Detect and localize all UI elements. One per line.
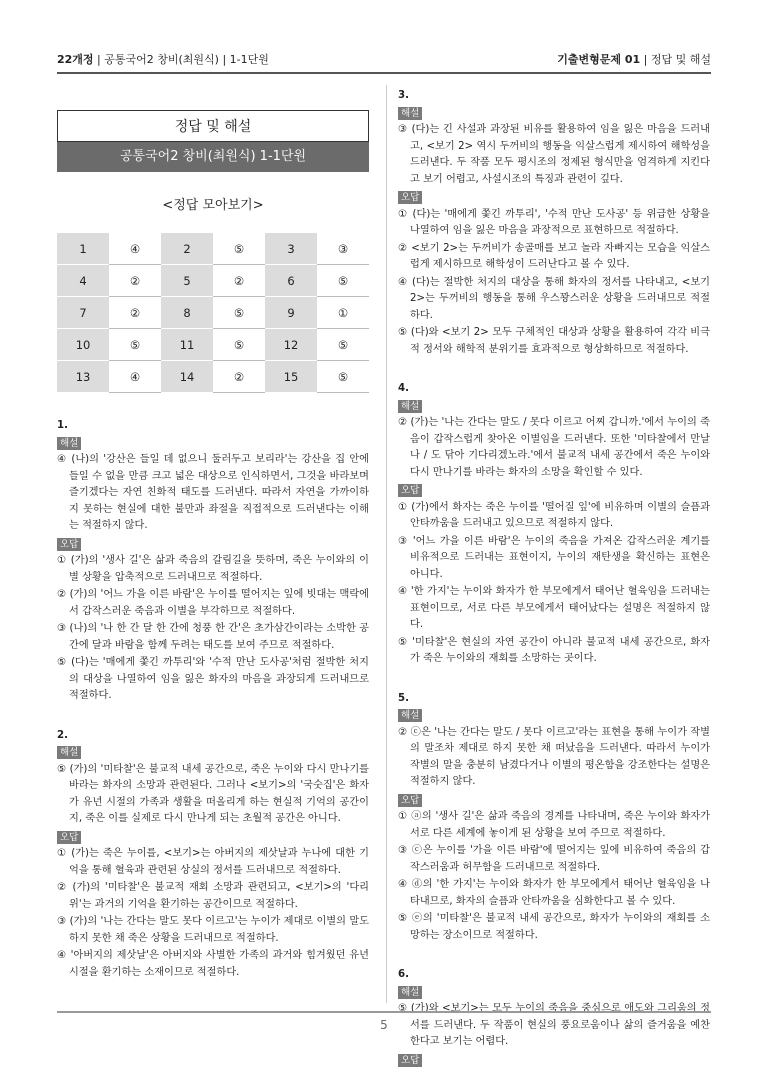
question-number-cell: 6 [265,265,317,297]
question-1-number: 1. [57,420,68,431]
footer-rule [57,1011,711,1013]
column-divider [386,85,387,1003]
wrong-tag: 오답 [398,1054,422,1067]
wrong-tag: 오답 [398,484,422,497]
q3-wrong-4: ④ (다)는 절박한 처지의 대상을 통해 화자의 정서를 나타내고, <보기 2>는 두꺼비의 행동을 통해 우스꽝스러운 상황을 드러내므로 적절하다. [398,276,710,321]
question-number-cell: 10 [57,329,109,361]
question-number-cell: 5 [161,265,213,297]
q1-wrong-2: ② (가)의 '어느 가을 이른 바람'은 누이를 떨어지는 잎에 빗대는 맥락에서 갑작스러운 죽음과 이별을 부각하므로 적절하다. [57,589,369,617]
left-column [57,418,369,982]
header-section: | 정답 및 해설 [640,53,711,66]
question-number-cell: 9 [265,297,317,329]
q2-wrong-2: ② (가)의 '미타찰'은 불교적 재회 소망과 관련되고, <보기>의 '다리 위'는 과거의 기억을 환기하는 공간이므로 적절하다. [57,882,369,910]
question-5-number: 5. [398,692,409,704]
q5-wrong-5: ⑤ ⓔ의 '미타찰'은 불교적 내세 공간으로, 화자가 누이와의 재회를 소망하는 장소이므로 적절하다. [398,913,710,941]
answer-choice-cell: ② [213,265,265,297]
wrong-tag: 오답 [398,794,422,807]
answer-table [57,233,369,393]
answer-choice-cell: ① [317,297,369,329]
question-number-cell: 14 [161,361,213,393]
page-number: 5 [380,1018,388,1032]
answer-row [57,329,369,361]
header-rule [57,72,711,74]
q1-wrong-3: ③ (나)의 '나 한 간 달 한 간에 청풍 한 간'은 초가삼간이라는 소박한 공간에 달과 바람을 함께 두려는 태도를 보여 주므로 적절하다. [57,623,369,651]
answer-choice-cell: ⑤ [317,361,369,393]
q5-wrong-1: ① ⓐ의 '생사 길'은 삶과 죽음의 경계를 나타내며, 죽은 누이와 화자가 서로 다른 세계에 놓이게 된 상황을 보여 주므로 적절하다. [398,811,710,839]
q2-wrong-3: ③ (가)의 '나는 간다는 말도 못다 이르고'는 누이가 제대로 이별의 말도 하지 못한 채 죽은 상황을 드러내므로 적절하다. [57,916,369,944]
q4-wrong-1: ① (가)에서 화자는 죽은 누이를 '떨어질 잎'에 비유하며 이별의 슬픔과 안타까움을 드러내고 있으므로 적절하지 않다. [398,501,710,529]
answer-choice-cell: ⑤ [317,265,369,297]
question-number-cell: 3 [265,233,317,265]
answer-choice-cell: ⑤ [109,329,161,361]
q4-wrong-4: ④ '한 가지'는 누이와 화자가 한 부모에게서 태어난 혈육임을 드러내는 표현이므로, 서로 다른 부모에게서 태어났다는 설명은 적절하지 않다. [398,586,710,630]
answer-choice-cell: ② [213,361,265,393]
question-number-cell: 8 [161,297,213,329]
answer-choice-cell: ⑤ [213,329,265,361]
header-left [57,51,269,67]
q1-wrong-5: ⑤ (다)는 '매에게 쫓긴 까투리'와 '수적 만난 도사공'처럼 절박한 처지의 대상을 나열하여 임을 잃은 화자의 마음을 과장되게 드러내므로 적절하다. [57,657,369,701]
header-series: 기출변형문제 01 [557,53,641,66]
q4-wrong-5: ⑤ '미타찰'은 현실의 자연 공간이 아니라 불교적 내세 공간으로, 화자가 죽은 누이와의 재회를 소망하는 곳이다. [398,636,710,664]
q4-wrong-3: ③ '어느 가을 이른 바람'은 누이의 죽음을 가져온 갑작스러운 계기를 비유적으로 드러내는 표현이지, 누이의 재탄생을 확신하는 표현은 아니다. [398,535,710,580]
answer-summary-heading: <정답 모아보기> [162,198,264,213]
q6-explanation: ⑤ (가)와 <보기>는 모두 누이의 죽음을 중심으로 애도와 그리움의 정서를 드러낸다. 두 작품이 현실의 풍요로움이나 삶의 즐거움을 예찬한다고 보기는 어렵다. [398,1003,710,1047]
answer-choice-cell: ② [109,297,161,329]
question-number-cell: 12 [265,329,317,361]
answer-choice-cell: ⑤ [213,233,265,265]
answer-choice-cell: ⑤ [317,329,369,361]
header-grade: 22개정 [57,53,94,66]
question-4-number: 4. [398,383,409,394]
answer-row [57,265,369,297]
explain-tag: 해설 [398,986,422,999]
explain-tag: 해설 [398,107,422,120]
q1-explanation: ④ (나)의 '강산은 들일 데 없으니 둘러두고 보리라'는 강산을 집 안에 들일 수 없을 만큼 크고 넓은 대상으로 인식하면서, 그것을 바라보며 즐기겠다는 자연 친화적 태도를 드러낸다. 따라서 자연을 가까이하지 못하는 현실에 대한 불만과 좌절을 직접적으로 드러낸다는 이해는 적절하지 않다. [57,454,369,531]
wrong-tag: 오답 [57,538,81,551]
q5-wrong-4: ④ ⓓ의 '한 가지'는 누이와 화자가 한 부모에게서 태어난 혈육임을 나타내므로, 화자의 슬픔과 안타까움을 심화한다고 볼 수 있다. [398,879,710,907]
q4-explanation: ② (가)는 '나는 간다는 말도 / 못다 이르고 어찌 갑니까.'에서 누이의 죽음이 갑작스럽게 찾아온 이별임을 드러낸다. 또한 '미타찰에서 만날 나 / 도 닦아 기다리겠노라.'에서 불교적 내세 공간에서 죽은 누이와 다시 만나기를 바라는 화자의 소망을 확인할 수 있다. [398,417,710,478]
question-number-cell: 15 [265,361,317,393]
header-course: | 공통국어2 창비(최원식) | 1-1단원 [93,53,269,66]
question-number-cell: 4 [57,265,109,297]
header-right [557,51,711,67]
q3-explanation: ③ (다)는 긴 사설과 과장된 비유를 활용하여 임을 잃은 마음을 드러내고, <보기 2> 역시 두꺼비의 행동을 익살스럽게 제시하여 해학성을 드러낸다. 두 작품 모두 평시조의 정제된 형식만을 엄격하게 지킨다고 보기 어렵고, 사설시조의 특징과 관련이 깊다. [398,124,710,185]
question-3-number: 3. [398,90,409,101]
explain-tag: 해설 [398,400,422,413]
q1-wrong-1: ① (가)의 '생사 길'은 삶과 죽음의 갈림길을 뜻하며, 죽은 누이와의 이별 상황을 압축적으로 드러내므로 적절하다. [57,555,369,583]
explain-tag: 해설 [57,437,81,450]
q3-wrong-2: ② <보기 2>는 두꺼비가 송골매를 보고 놀라 자빠지는 모습을 익살스럽게 제시하므로 해학성이 드러난다고 볼 수 있다. [398,242,710,270]
answer-choice-cell: ③ [317,233,369,265]
q3-wrong-5: ⑤ (다)와 <보기 2> 모두 구체적인 대상과 상황을 활용하여 각각 비극적 정서와 해학적 분위기를 효과적으로 형상화하므로 적절하다. [398,327,710,355]
q5-explanation: ② ⓒ은 '나는 간다는 말도 / 못다 이르고'라는 표현을 통해 누이가 작별의 말조차 제대로 하지 못한 채 떠났음을 드러낸다. 따라서 누이가 작별의 말을 충분히 남겼다거나 이별의 평온함을 강조한다는 설명은 적절하지 않다. [398,726,710,787]
wrong-tag: 오답 [398,191,422,204]
answer-row [57,297,369,329]
q2-explanation: ⑤ (가)의 '미타찰'은 불교적 내세 공간으로, 죽은 누이와 다시 만나기를 바라는 화자의 소망과 관련된다. 그러나 <보기>의 '국숫집'은 화자가 유년 시절의 가족과 생활을 떠올리게 하는 현실적 기억의 공간이지, 죽은 이를 실제로 다시 만나게 되는 초월적 공간은 아니다. [57,763,369,824]
answer-row [57,233,369,265]
question-6-number: 6. [398,969,409,980]
q5-wrong-3: ③ ⓒ은 누이를 '가을 이른 바람'에 떨어지는 잎에 비유하여 죽음의 갑작스러움과 허무함을 드러내므로 적절하다. [398,845,710,873]
question-number-cell: 1 [57,233,109,265]
answer-choice-cell: ④ [109,233,161,265]
explain-tag: 해설 [398,709,422,722]
q2-wrong-1: ① (가)는 죽은 누이를, <보기>는 아버지의 제삿날과 누나에 대한 기억을 통해 혈육과 관련된 상실의 정서를 드러내므로 적절하다. [57,848,369,876]
page-title: 정답 및 해설 [57,110,369,142]
page-subtitle: 공통국어2 창비(최원식) 1-1단원 [57,142,369,172]
question-number-cell: 7 [57,297,109,329]
q3-wrong-1: ① (다)는 '매에게 쫓긴 까투리', '수적 만난 도사공' 등 위급한 상황을 나열하여 임을 잃은 마음을 과장적으로 표현하므로 적절하다. [398,208,710,236]
wrong-tag: 오답 [57,831,81,844]
question-number-cell: 11 [161,329,213,361]
answer-choice-cell: ④ [109,361,161,393]
question-number-cell: 13 [57,361,109,393]
answer-choice-cell: ⑤ [213,297,265,329]
question-number-cell: 2 [161,233,213,265]
explain-tag: 해설 [57,746,81,759]
right-column [398,88,710,1069]
q2-wrong-4: ④ '아버지의 제삿날'은 아버지와 사별한 가족의 과거와 힘겨웠던 유년 시절을 환기하는 소재이므로 적절하다. [57,950,369,978]
answer-choice-cell: ② [109,265,161,297]
question-2-number: 2. [57,729,68,741]
answer-row [57,361,369,393]
